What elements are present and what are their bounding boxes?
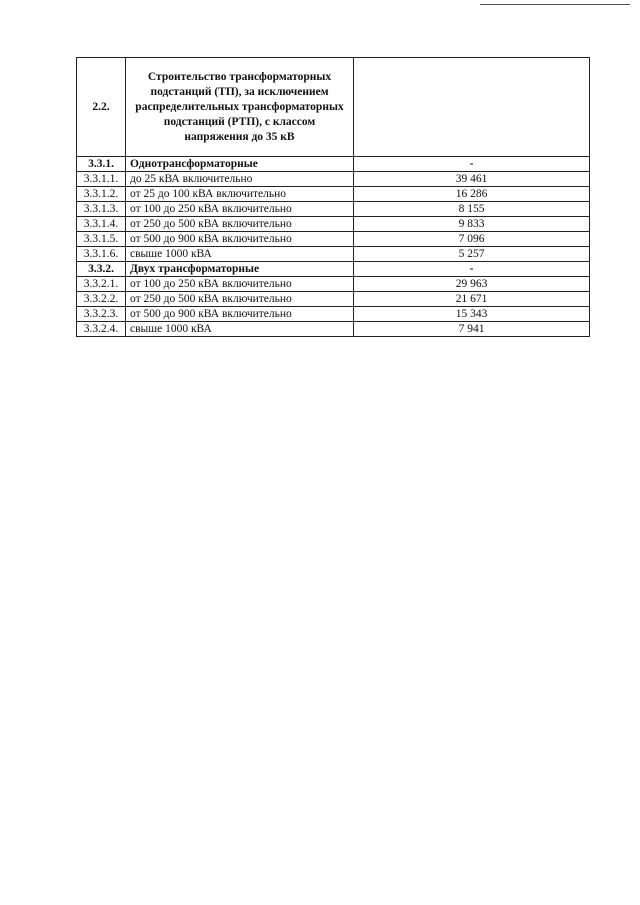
section-row [77,262,590,277]
header-item-number: 2.2. [77,58,126,157]
table-row [77,292,590,307]
table-row [77,172,590,187]
table-row [77,247,590,262]
row-value: 9 833 [354,217,590,232]
row-name: от 100 до 250 кВА включительно [126,277,354,292]
table-header-row [77,58,590,157]
row-name: от 250 до 500 кВА включительно [126,292,354,307]
row-code: 3.3.2.1. [77,277,126,292]
row-name: до 25 кВА включительно [126,172,354,187]
row-value: 29 963 [354,277,590,292]
row-code: 3.3.1. [77,157,126,172]
row-value: 16 286 [354,187,590,202]
header-item-value [354,58,590,157]
row-name: от 500 до 900 кВА включительно [126,232,354,247]
tariff-table-body [77,58,590,337]
row-name: от 250 до 500 кВА включительно [126,217,354,232]
row-name: Однотрансформаторные [126,157,354,172]
table-row [77,202,590,217]
row-value: - [354,157,590,172]
row-value: 39 461 [354,172,590,187]
row-name: свыше 1000 кВА [126,322,354,337]
row-value: 15 343 [354,307,590,322]
row-code: 3.3.1.2. [77,187,126,202]
row-value: 7 941 [354,322,590,337]
row-value: - [354,262,590,277]
top-rule-line [480,4,630,5]
row-code: 3.3.1.6. [77,247,126,262]
row-code: 3.3.2.3. [77,307,126,322]
row-code: 3.3.2.4. [77,322,126,337]
row-name: Двух трансформаторные [126,262,354,277]
table-row [77,307,590,322]
tariff-table [76,57,590,337]
row-code: 3.3.2. [77,262,126,277]
row-code: 3.3.2.2. [77,292,126,307]
row-code: 3.3.1.4. [77,217,126,232]
row-name: от 500 до 900 кВА включительно [126,307,354,322]
table-row [77,322,590,337]
section-row [77,157,590,172]
table-row [77,232,590,247]
table-row [77,187,590,202]
row-code: 3.3.1.5. [77,232,126,247]
row-value: 5 257 [354,247,590,262]
row-value: 7 096 [354,232,590,247]
header-item-title: Строительство трансформаторных подстанций (ТП), за исключением распределительных трансформаторных подстанций (РТП), с классом напряжения до 35 кВ [126,58,354,157]
row-value: 8 155 [354,202,590,217]
row-code: 3.3.1.3. [77,202,126,217]
table-row [77,277,590,292]
row-name: от 25 до 100 кВА включительно [126,187,354,202]
row-name: свыше 1000 кВА [126,247,354,262]
row-code: 3.3.1.1. [77,172,126,187]
table-row [77,217,590,232]
row-name: от 100 до 250 кВА включительно [126,202,354,217]
row-value: 21 671 [354,292,590,307]
